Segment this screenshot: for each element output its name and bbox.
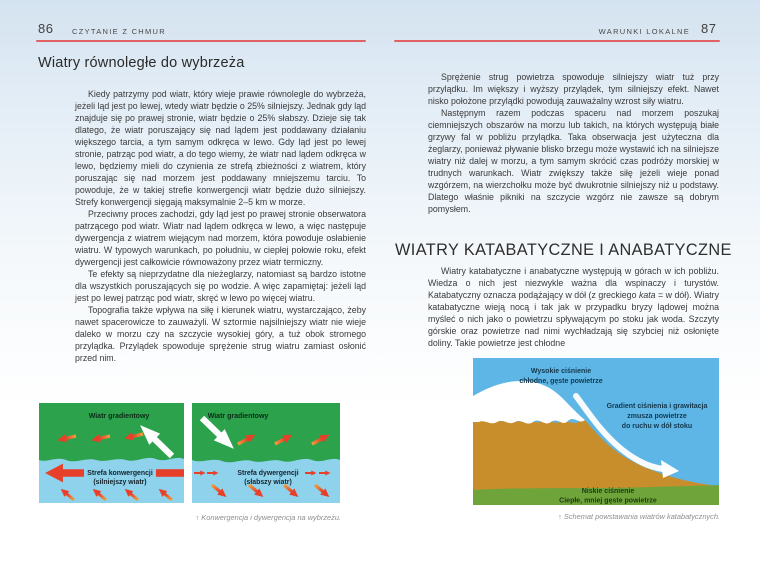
katabatic-figure [473, 358, 719, 505]
section-heading: WIATRY KATABATYCZNE I ANABATYCZNE [395, 241, 732, 259]
body-paragraph: Przeciwny proces zachodzi, gdy ląd jest po prawej stronie obserwatora patrzącego pod wiatr. Wiatr nad lądem odkręca w lewo, a więc następuje dywergencja z wiatrem wiejącym nad morzem, która powoduje osłabienie wiatru. W typowych warunkach, po południu, w ciepłej połowie roku, efekt dywergencji jest całkowicie równoważony przez wiatr termiczny. [75, 209, 366, 267]
low-pressure-sublabel: Ciepłe, mniej gęste powietrze [559, 497, 657, 505]
italic-term: kata [638, 290, 656, 300]
divergence-panel [192, 403, 340, 503]
right-header-rule [394, 40, 720, 42]
left-header-rule [36, 40, 366, 42]
body-paragraph: Topografia także wpływa na siłę i kierunek wiatru, wystarczająco, żeby nawet spacerowicze to zauważyli. W sztormie najsilniejszy wiatr nie wieje daleko w morzu czy na szczycie wysokiej góry, a tuż obok stromego przylądka. Przylądek spowoduje sprężenie strug wiatru zamiast osłonić przed nim. [75, 305, 366, 363]
convergence-arrow-shaft [156, 469, 184, 477]
wind-gradient-label: Wiatr gradientowy [207, 413, 269, 420]
figure-caption: ↑ Schemat powstawania wiatrów katabatycznych. [558, 512, 720, 521]
convergence-zone-label: Strefa konwergencji [87, 470, 153, 477]
right-body-column-top [428, 71, 719, 215]
convergence-zone-sublabel: (silniejszy wiatr) [93, 479, 147, 486]
wind-gradient-label: Wiatr gradientowy [88, 413, 150, 420]
right-page-number: 87 [701, 21, 717, 36]
pressure-gradient-label2: zmusza powietrze [627, 413, 687, 420]
body-paragraph: Sprężenie strug powietrza spowoduje silniejszy wiatr tuż przy przylądku. Im większy i wyższy przylądek, tym silniejszy efekt. Nawet nisko położone przylądki powodują zauważalny wzrost siły wiatru. [428, 72, 719, 106]
body-paragraph: Kiedy patrzymy pod wiatr, który wieje prawie równolegle do wybrzeża, jeżeli ląd jest po lewej, wtedy wiatr będzie o 25% silniejszy. Jednak gdy ląd znajduje się po prawej stronie, wiatr będzie o 25% słabszy. Dzieje się tak dlatego, że wiatr poruszający się nad lądem jest poddawany działaniu większego tarcia, a tym samym odkręca w lewo. Gdy ląd jest po lewej stronie, patrząc pod wiatr, a do tego wiemy, że wiatr nad lądem odkręca w lewo, będziemy mieli do czynienia ze strefą zbieżności z wiatrem, który poruszając się nad morzem jest poddawany mniejszemu tarciu. To powoduje, że w takiej strefie konwergencji wiatr będzie dużo silniejszy. Strefy konwergencji sięgają maksymalnie 2–5 km w morze. [75, 89, 366, 207]
left-running-head: CZYTANIE Z CHMUR [72, 26, 166, 36]
divergence-zone-sublabel: (słabszy wiatr) [244, 479, 292, 486]
left-page-number: 86 [38, 21, 54, 36]
convergence-panel [39, 403, 184, 503]
figure-caption: ↑ Konwergencja i dywergencja na wybrzeżu. [195, 513, 341, 522]
divergence-zone-label: Strefa dywergencji [237, 470, 299, 477]
right-running-head: WARUNKI LOKALNE [598, 26, 690, 36]
land-area [39, 403, 184, 461]
high-pressure-sublabel: chłodne, gęste powietrze [519, 378, 603, 385]
paragraph-text: Wiatry katabatyczne i anabatyczne występują w górach w ich pobliżu. Wiedza o nich jest niezwykle ważna dla wspinaczy i turystów. Katabatyczny oznacza podążający w dół (z greckiego [428, 266, 719, 300]
body-paragraph: Następnym razem podczas spaceru nad morzem poszukaj ciemniejszych obszarów na morzu lub takich, na których występują białe grzywy fal w pobliżu przylądka. Taka obserwacja jest użyteczna dla żeglarzy, ponieważ pływanie blisko brzegu może wystawić ich na silniejsze wiatry niż dalej w morzu, a tym samym skrócić czas podróży morskiej w trudnych warunkach. Wiatr zwiększy także siłę jeżeli wieje ponad wzgórzem, na wierzchołku może być dwukrotnie silniejszy niż u podstawy. Dlatego właśnie pikniki na szczycie wzgórz nie zawsze są dobrym pomysłem. [428, 108, 719, 214]
page-title: Wiatry równoległe do wybrzeża [38, 55, 245, 71]
figure-convergence-divergence [39, 403, 340, 503]
body-paragraph [428, 265, 719, 349]
right-body-column-bottom [428, 265, 719, 349]
pressure-gradient-label: Gradient ciśnienia i grawitacja [606, 403, 708, 410]
pressure-gradient-label3: do ruchu w dół stoku [621, 423, 693, 430]
body-paragraph: Te efekty są nieprzydatne dla nieżeglarzy, natomiast są bardzo istotne dla wszystkich poruszających się po wodzie. A więc zapamiętaj: jeżeli ląd jest po lewej patrząc pod wiatr, skręć w lewo po więcej wiatru. [75, 269, 366, 303]
low-pressure-label: Niskie ciśnienie [581, 488, 635, 495]
high-pressure-label: Wysokie ciśnienie [530, 368, 592, 375]
left-body-column [75, 88, 366, 364]
paragraph-text: = w dół). Wiatry katabatyczne wieją nocą i tak jak w przypadku bryzy lądowej można myśleć o nich jako o powietrzu spływającym po stoku jak woda. Szczyty górskie oraz powietrze nad nimi wychładzają się szybciej niż osłonięte doliny. Takie powietrze jest chłodne [428, 290, 719, 348]
